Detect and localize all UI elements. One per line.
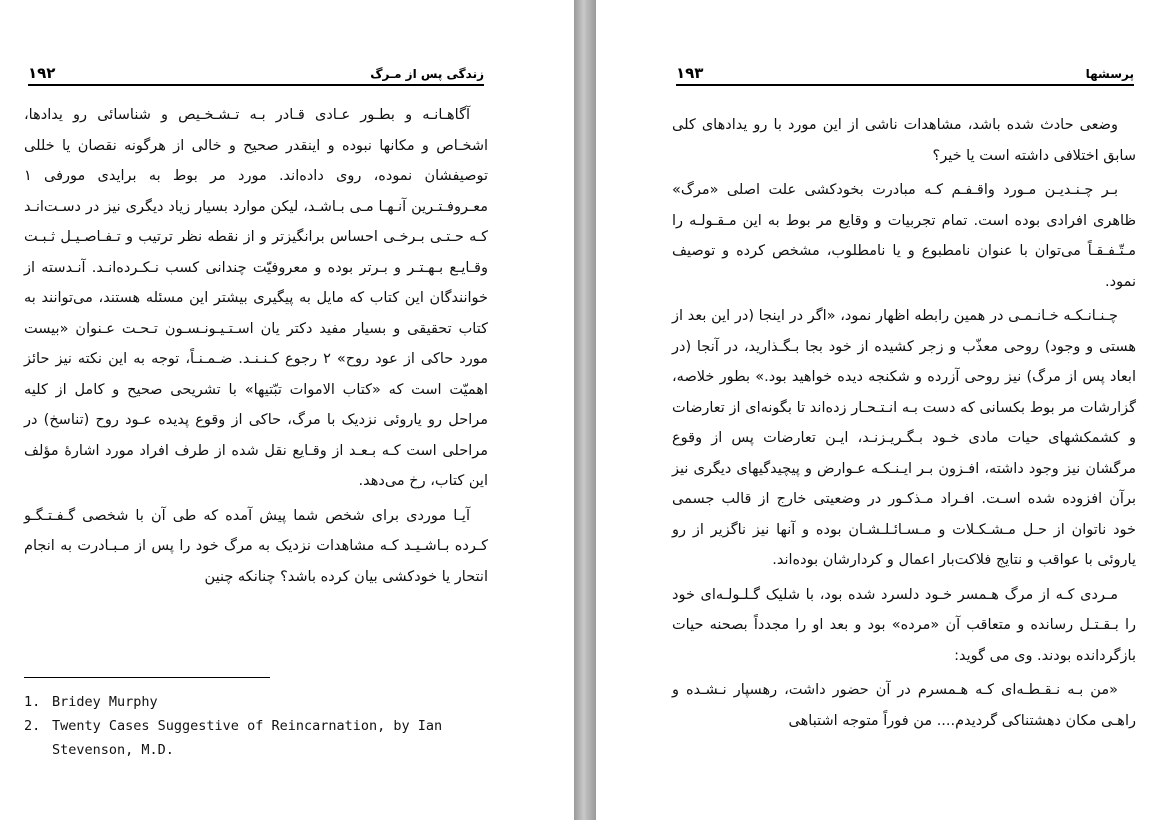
paragraph: وضعی حادث شده باشد، مشاهدات ناشی از این مورد با رو یدادهای کلی سابق اختلافی داشته است یا خیر؟ <box>672 117 1136 164</box>
footnote-number: 2. <box>24 718 41 734</box>
page-gutter <box>574 0 596 820</box>
paragraph: آیـا موردی برای شخص شما پیش آمده که طی آن با شخصی گـفـتـگـو کـرده بـاشـیـد کـه مشاهدات نزدیک به مرگ خود را پس از مـبـادرت به انجام انتحار یا خودکشی بیان کرده باشد؟ چنانکه چنین <box>24 507 488 585</box>
left-page <box>0 0 574 820</box>
paragraph: مـردی کـه از مرگ هـمسر خـود دلسرد شده بود، با شلیک گـلـولـه‌ای خود را بـقـتـل رسانده و متعاقب آن «مرده» بود و بعد او را مجدداً بصحنه حیات بازگردانده بودند. وی می گوید: <box>672 586 1136 664</box>
right-running-title: پرسشها <box>1085 67 1134 81</box>
right-page-body <box>672 110 1136 736</box>
right-page <box>596 0 1156 820</box>
right-page-number: ۱۹۳ <box>676 64 704 82</box>
left-running-title: زندگی پس از مـرگ <box>370 67 484 81</box>
left-page-number: ۱۹۲ <box>28 64 56 82</box>
left-page-header <box>28 58 484 86</box>
paragraph: آگاهـانـه و بطـور عـادی قـادر بـه تـشـخـیص و شناسائی رو یدادها، اشخـاص و مکانها نبوده و اینقدر صحیح و خالی از هرگونه نقصان یا خللی توصیفشان نموده، روی داده‌اند. مورد مر بوط به برایدی مورفی ۱ معـروفـتـرین آنـهـا مـی بـاشـد، لیکن موارد بسیار زیاد دیگری نیز در دسـت‌انـد کـه حـتـی بـرخـی احساس برانگیزتر و از نقطه نظر ترتیب و تـفـاصـیـل ثـبـت وقـایـع بـهـتـر و بـرتر بوده و معروفیّت چندانی کسب نـکـرده‌انـد. آنـدسته از خوانندگان این کتاب که مایل به پیگیری بیشتر این مسئله هستند، می‌توانند به کتاب تحقیقی و بسیار مفید دکتر یان اسـتـیـونـسـون تـحـت عـنوان «بیست مورد حاکی از عود روح» ۲ رجوع کـنـنـد. ضـمـنـاً، توجه به این نکته نیز حائز اهمیّت است که «کتاب الاموات تبّتیها» با تشریحی صحیح و کامل از کلیه مراحل رو یاروئی نزدیک با مرگ، حاکی از وقوع پدیده عـود روح (تناسخ) در مراحلی است کـه بـعـد از وقـایع نقل شده از طرف افراد مورد اشارهٔ مؤلف این کتاب، رخ می‌دهد. <box>24 107 489 489</box>
footnote-text: Twenty Cases Suggestive of Reincarnation, by Ian Stevenson, M.D. <box>52 718 443 758</box>
left-page-body <box>24 100 488 592</box>
footnote-item <box>24 714 494 762</box>
right-page-header <box>676 58 1134 86</box>
paragraph: بـر چـنـدیـن مـورد واقـفـم کـه مبادرت بخودکشی علت اصلی «مرگ» ظاهری افرادی بوده است. تمام تجربیات و وقایع مر بوط به این مـقـولـه را مـتّـفـقـاً می‌توان با عنوان نامطبوع و یا نامطلوب، مشخص کرده و توصیف نمود. <box>672 182 1136 290</box>
paragraph: «من بـه نـقـطـه‌ای کـه هـمسرم در آن حضور داشت، رهسپار نـشـده و راهـی مکان دهشتناکی گردیدم.... من فوراً متوجه اشتباهی <box>672 682 1136 729</box>
footnotes <box>24 690 494 762</box>
footnote-item <box>24 690 494 714</box>
footnote-text: Bridey Murphy <box>52 694 158 710</box>
footnote-number: 1. <box>24 694 41 710</box>
paragraph: چـنـانـکـه خـانـمـی در همین رابطه اظهار نمود، «اگر در اینجا (در این بعد از هستی و وجود) روحی معذّب و زجر کشیده از خود بجا بـگـذارید، در آنجا (در ابعاد پس از مرگ) نیز روحی آزرده و شکنجه دیده خواهید بود.» بطور خلاصه، گزارشات مر بوط بکسانی که دست بـه انـتـحـار زده‌اند تا بگونه‌ای از تعارضات و کشمکشهای حیات مادی خـود بـگـریـزنـد، ایـن تعارضات پس از وقوع مرگشان نیز وجود داشته، افـزون بـر ایـنـکـه عـوارض و پیچیدگیهای دیگری نیز برآن افزوده شده اسـت. افـراد مـذکـور در وضعیتی خارج از قالب جسمی خود ناتوان از حـل مـشـکـلات و مـسـائـلـشـان بوده و آنها نیز ناگزیر از رو یاروئی با عواقب و نتایج فلاکت‌بار اعمال و کردارشان بوده‌اند. <box>672 308 1136 568</box>
footnote-divider <box>24 677 270 678</box>
